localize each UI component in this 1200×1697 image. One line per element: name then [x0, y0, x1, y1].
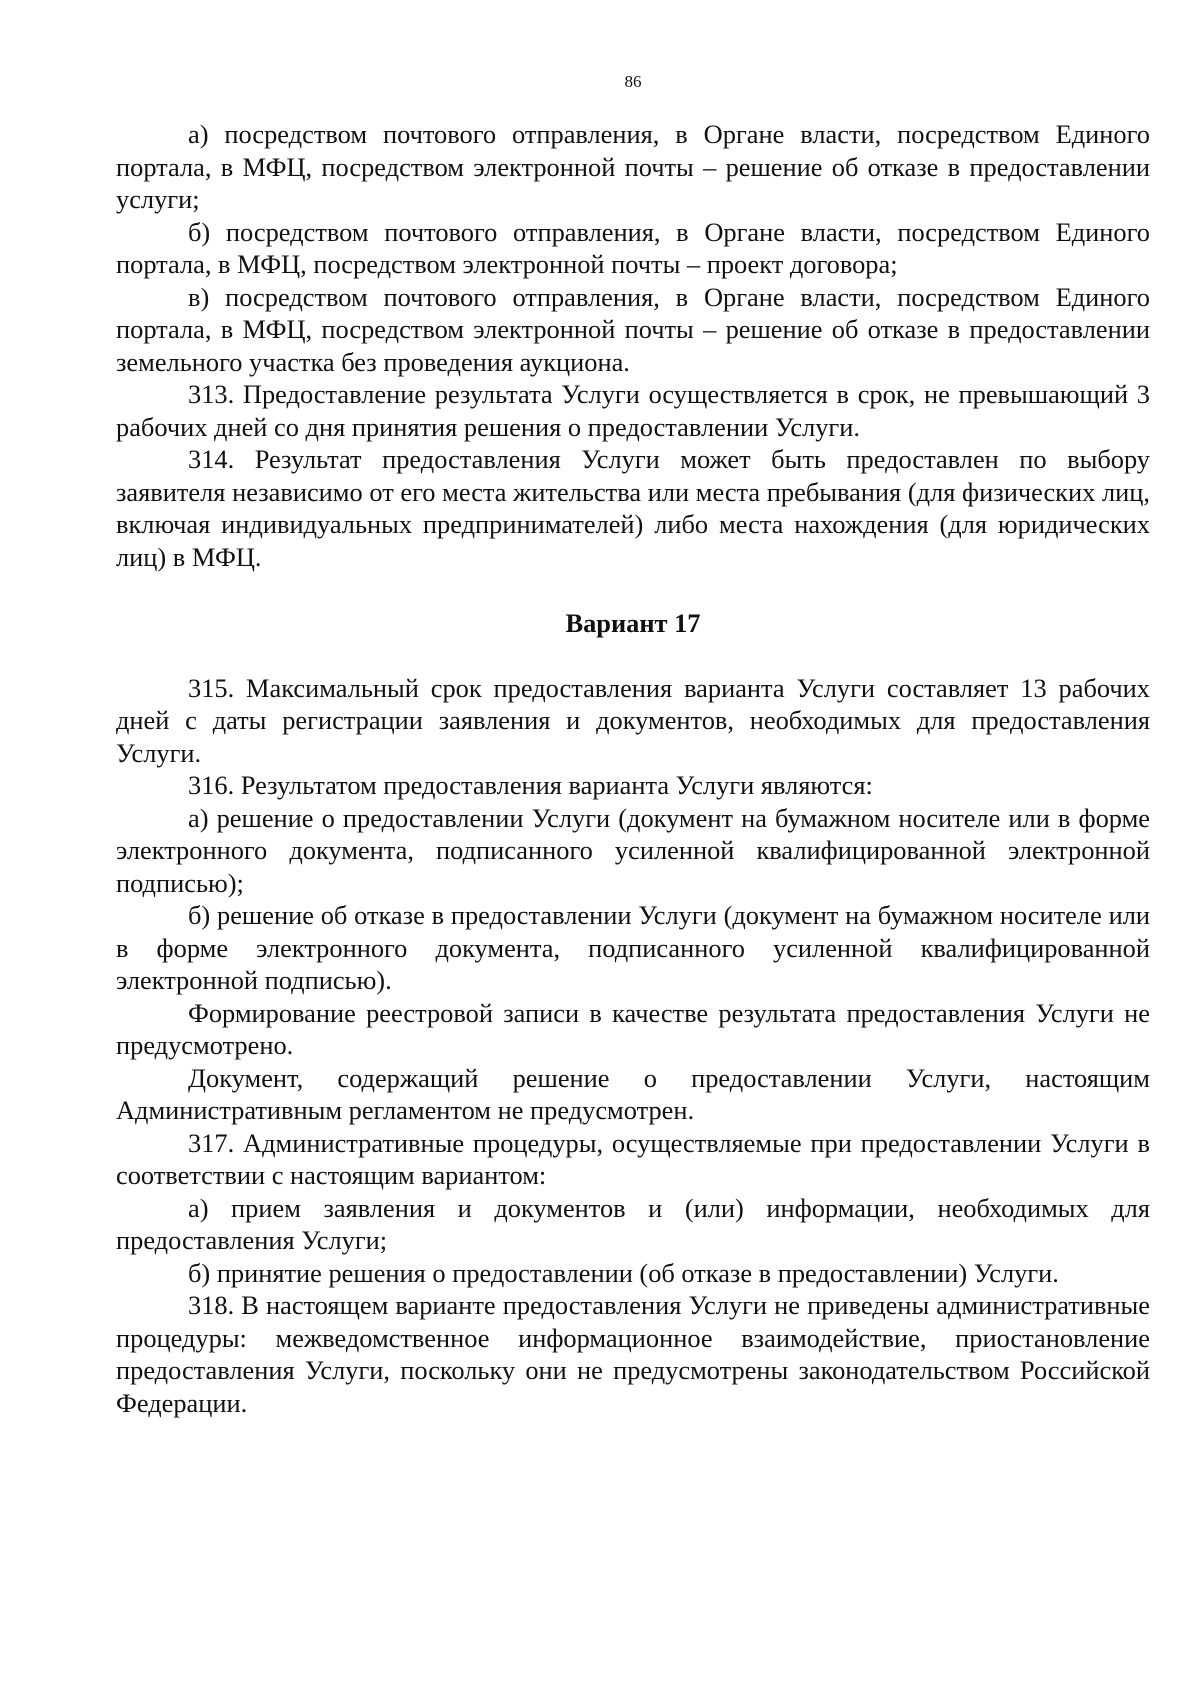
paragraph-delivery-c: в) посредством почтового отправления, в Органе власти, посредством Единого портала, в МФЦ, посредством электронной почты – решение об отказе в предоставлении земельного участка без проведения аукциона.: [116, 281, 1150, 377]
paragraph-registry-record: Формирование реестровой записи в качестве результата предоставления Услуги не предусмотрено.: [116, 997, 1150, 1060]
section-heading: Вариант 17: [565, 608, 701, 638]
paragraph-decision-document: Документ, содержащий решение о предоставлении Услуги, настоящим Административным регламентом не предусмотрен.: [116, 1062, 1150, 1125]
paragraph-317-b: б) принятие решения о предоставлении (об отказе в предоставлении) Услуги.: [188, 1257, 1059, 1288]
paragraph-315: 315. Максимальный срок предоставления варианта Услуги составляет 13 рабочих дней с даты регистрации заявления и документов, необходимых для предоставления Услуги.: [116, 672, 1150, 768]
paragraph-delivery-b: б) посредством почтового отправления, в Органе власти, посредством Единого портала, в МФЦ, посредством электронной почты – проект договора;: [116, 216, 1150, 279]
paragraph-318: 318. В настоящем варианте предоставления Услуги не приведены административные процедуры: межведомственное информационное взаимодействие, приостановление предоставления Услуги, поскольку они не предусмотрены законодательством Российской Федерации.: [116, 1290, 1150, 1418]
page-number: 86: [624, 72, 642, 91]
paragraph-delivery-a: а) посредством почтового отправления, в Органе власти, посредством Единого портала, в МФЦ, посредством электронной почты – решение об отказе в предоставлении услуги;: [116, 119, 1150, 214]
paragraph-316-b: б) решение об отказе в предоставлении Услуги (документ на бумажном носителе или в форме электронного документа, подписанного усиленной квалифицированной электронной подписью).: [116, 900, 1150, 995]
paragraph-317-a: а) прием заявления и документов и (или) информации, необходимых для предоставления Услуги;: [116, 1192, 1150, 1255]
document-body: [116, 118, 1150, 1419]
paragraph-313: 313. Предоставление результата Услуги осуществляется в срок, не превышающий 3 рабочих дней со дня принятия решения о предоставлении Услуги.: [116, 379, 1150, 442]
paragraph-316: 316. Результатом предоставления варианта Услуги являются:: [188, 770, 873, 800]
paragraph-314: 314. Результат предоставления Услуги может быть предоставлен по выбору заявителя независимо от его места жительства или места пребывания (для физических лиц, включая индивидуальных предпринимателей) либо места нахождения (для юридических лиц) в МФЦ.: [116, 444, 1150, 572]
paragraph-317: 317. Административные процедуры, осуществляемые при предоставлении Услуги в соответствии с настоящим вариантом:: [116, 1127, 1150, 1190]
paragraph-316-a: а) решение о предоставлении Услуги (документ на бумажном носителе или в форме электронного документа, подписанного усиленной квалифицированной электронной подписью);: [116, 802, 1150, 898]
